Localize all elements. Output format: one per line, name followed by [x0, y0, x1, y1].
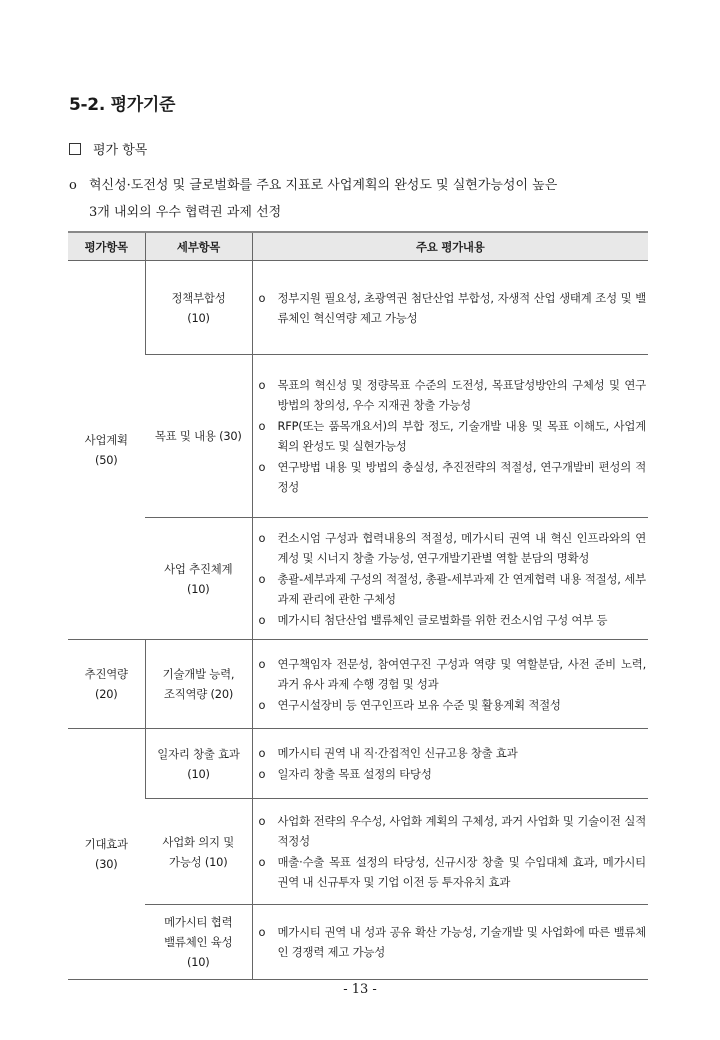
intro-line-2: 3개 내외의 우수 협력권 과제 선정 — [89, 205, 282, 220]
bullet-icon: o — [69, 178, 77, 193]
header-content: 주요 평가내용 — [252, 232, 648, 261]
content-cell — [252, 355, 648, 518]
subcategory-cell: 목표 및 내용 (30) — [145, 355, 252, 518]
evaluation-items-title — [69, 139, 147, 158]
content-cell — [252, 729, 648, 799]
checkbox-icon — [69, 143, 81, 155]
category-score: (50) — [94, 453, 118, 467]
list-item: o 메가시티 권역 내 직·간접적인 신규고용 창출 효과 — [257, 743, 647, 763]
content-cell — [252, 518, 648, 640]
category-name: 사업계획 — [84, 433, 128, 447]
subcategory-cell: 메가시티 협력 밸류체인 육성 (10) — [145, 905, 252, 980]
table-row — [68, 799, 648, 905]
list-item: o 총괄-세부과제 구성의 적절성, 총괄-세부과제 간 연계협력 내용 적절성, 세부과제 관리에 관한 구체성 — [257, 569, 647, 609]
content-cell — [252, 905, 648, 980]
subcategory-cell: 사업화 의지 및 가능성 (10) — [145, 799, 252, 905]
section-heading: 5-2. 평가기준 — [69, 95, 176, 115]
list-item: o RFP(또는 품목개요서)의 부합 정도, 기술개발 내용 및 목표 이해도, 사업계획의 완성도 및 실현가능성 — [257, 416, 647, 456]
subcategory-cell: 정책부합성 (10) — [145, 261, 252, 355]
list-item: o 메가시티 첨단산업 밸류체인 글로벌화를 위한 컨소시엄 구성 여부 등 — [257, 610, 647, 630]
table-row — [68, 729, 648, 799]
category-name: 기대효과 — [84, 837, 128, 851]
content-cell — [252, 799, 648, 905]
header-category: 평가항목 — [68, 232, 145, 261]
page-number: - 13 - — [343, 982, 377, 997]
content-cell — [252, 640, 648, 729]
list-item: o 메가시티 권역 내 성과 공유 확산 가능성, 기술개발 및 사업화에 따른 밸류체인 경쟁력 제고 가능성 — [257, 922, 647, 962]
table-header-row — [68, 232, 648, 261]
content-cell — [252, 261, 648, 355]
table-row — [68, 355, 648, 518]
intro-line-1: 혁신성·도전성 및 글로벌화를 주요 지표로 사업계획의 완성도 및 실현가능성이 높은 — [89, 178, 558, 193]
table-row — [68, 640, 648, 729]
list-item: o 목표의 혁신성 및 정량목표 수준의 도전성, 목표달성방안의 구체성 및 연구방법의 창의성, 우수 지재권 창출 가능성 — [257, 375, 647, 415]
list-item: o 사업화 전략의 우수성, 사업화 계획의 구체성, 과거 사업화 및 기술이전 실적 적정성 — [257, 811, 647, 851]
section-title-text: 평가 항목 — [93, 143, 148, 158]
subcategory-cell: 일자리 창출 효과 (10) — [145, 729, 252, 799]
list-item: o 일자리 창출 목표 설정의 타당성 — [257, 764, 647, 784]
subcategory-cell: 기술개발 능력, 조직역량 (20) — [145, 640, 252, 729]
table-row — [68, 261, 648, 355]
category-score: (30) — [94, 857, 118, 871]
list-item: o 연구책임자 전문성, 참여연구진 구성과 역량 및 역할분담, 사전 준비 노력, 과거 유사 과제 수행 경험 및 성과 — [257, 654, 647, 694]
list-item: o 연구방법 내용 및 방법의 충실성, 추진전략의 적절성, 연구개발비 편성의 적정성 — [257, 457, 647, 497]
list-item: o 매출·수출 목표 설정의 타당성, 신규시장 창출 및 수입대체 효과, 메가시티 권역 내 신규투자 및 기업 이전 등 투자유치 효과 — [257, 852, 647, 892]
evaluation-criteria-table — [68, 231, 648, 980]
subcategory-cell: 사업 추진체계 (10) — [145, 518, 252, 640]
category-name: 추진역량 — [84, 667, 128, 681]
list-item: o 연구시설장비 등 연구인프라 보유 수준 및 활용계획 적절성 — [257, 695, 647, 715]
category-cell — [68, 261, 145, 640]
category-cell — [68, 640, 145, 729]
category-cell — [68, 729, 145, 980]
category-score: (20) — [94, 687, 118, 701]
list-item: o 컨소시엄 구성과 협력내용의 적절성, 메가시티 권역 내 혁신 인프라와의 연계성 및 시너지 창출 가능성, 연구개발기관별 역할 분담의 명확성 — [257, 528, 647, 568]
header-subcategory: 세부항목 — [145, 232, 252, 261]
intro-paragraph — [69, 172, 659, 226]
table-row — [68, 518, 648, 640]
list-item: o 정부지원 필요성, 초광역권 첨단산업 부합성, 자생적 산업 생태계 조성 및 밸류체인 혁신역량 제고 가능성 — [257, 288, 647, 328]
table-row — [68, 905, 648, 980]
